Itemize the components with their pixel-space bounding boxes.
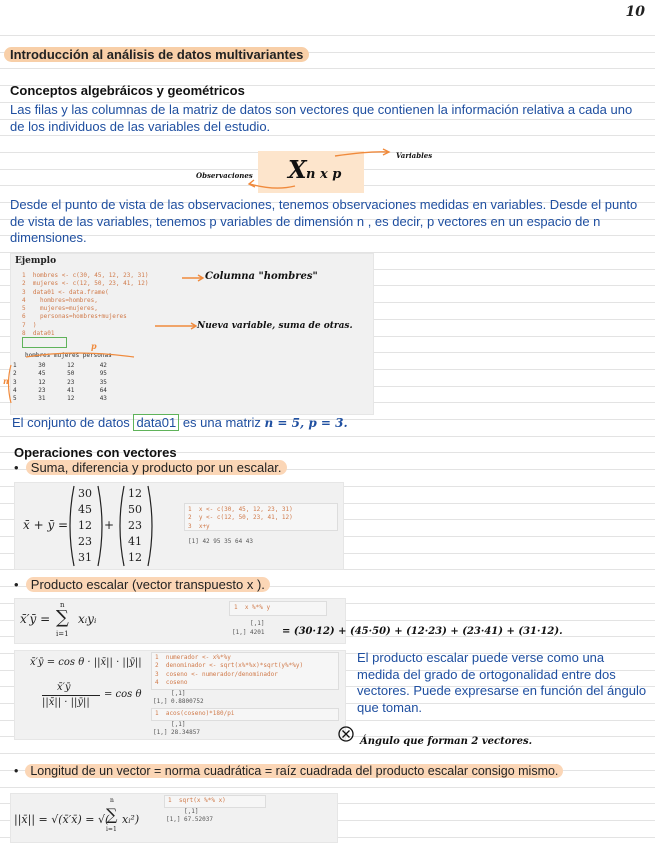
- vector-x: [76, 486, 94, 566]
- code-line: 3 coseno <- numerador/denominador: [155, 670, 278, 678]
- output-line: [,1]: [153, 721, 186, 728]
- matrix-symbol: X: [288, 155, 307, 184]
- norm-sum-bottom: i=1: [106, 826, 117, 833]
- table-header: hombres mujeres personas: [25, 352, 112, 359]
- code-line: 4 coseno: [155, 678, 188, 686]
- vector-x-entry: 30: [78, 487, 92, 500]
- bullet-sum: • Suma, diferencia y producto por un escalar.: [14, 460, 287, 475]
- rule-line: [0, 135, 655, 136]
- note-hombres-column: Columna "hombres": [205, 271, 318, 282]
- dot-sum-sign: ∑: [56, 607, 69, 628]
- output-line: [,1]: [166, 808, 199, 815]
- page-number: 10: [625, 4, 645, 20]
- arrowhead-observations: [249, 180, 255, 187]
- code-line: 3 x+y: [188, 522, 210, 530]
- table-row: 3 12 23 35: [13, 378, 107, 386]
- paren-y-left: [120, 486, 124, 566]
- code-line: 4 hombres=hombres,: [22, 296, 98, 304]
- dot-output-header: [,1]: [232, 620, 265, 627]
- table-row: 5 31 12 43: [13, 395, 107, 403]
- code-line: 5 mujeres=mujeres,: [22, 305, 98, 313]
- code-line: 1 hombres <- c(30, 45, 12, 23, 31): [22, 272, 149, 279]
- vector-y-entry: 12: [128, 551, 142, 564]
- section-heading-operations: Operaciones con vectores: [14, 445, 177, 460]
- vector-x-entry: 45: [78, 503, 92, 516]
- paren-x-left: [70, 486, 74, 566]
- dot-product-expansion: = (30·12) + (45·50) + (12·23) + (23·41) + (31·12).: [282, 626, 563, 637]
- variables-label: Variables: [396, 151, 433, 160]
- dimension-braces: [0, 347, 140, 407]
- cos-code: [155, 654, 303, 687]
- viewpoint-paragraph: Desde el punto de vista de las observaciones, tenemos observaciones medidas en variables. Desde el punto de vista de las variables, tenemos p variables de dimensión n , es decir, p vectores en un espacio de n dimensiones.: [10, 197, 638, 245]
- matrix-dimension: n x p: [306, 167, 342, 182]
- cos-fraction-bar: [42, 695, 100, 696]
- dot-lhs: x̄′ȳ =: [20, 612, 51, 626]
- dot-sum-top: n: [60, 601, 65, 609]
- vector-y-entry: 50: [128, 503, 142, 516]
- norm-lhs: ||x̄|| = √(x̄′x̄) = √(: [14, 813, 110, 826]
- section-heading-concepts: Conceptos algebráicos y geométricos: [10, 83, 245, 98]
- plus-sign: +: [104, 518, 115, 532]
- cos-explanation: El producto escalar puede verse como una medida del grado de ortogonalidad entre dos vectores. Puede expresarse en función del ángulo que toman.: [357, 650, 647, 715]
- star-mark-icon: [337, 725, 355, 743]
- vector-y-entry: 41: [128, 535, 142, 548]
- vector-x-entry: 23: [78, 535, 92, 548]
- conclusion-line: El conjunto de datos data01 es una matriz n = 5, p = 3.: [12, 415, 348, 430]
- code-line: 2 mujeres <- c(12, 50, 23, 41, 12): [22, 280, 149, 288]
- output-line: [1,] 28.34857: [153, 729, 200, 737]
- norm-sum-top: n: [110, 797, 114, 804]
- cos-equation: x̄′ȳ = cos θ · ||x̄|| · ||ȳ||: [30, 657, 142, 668]
- sum-output: [1] 42 95 35 64 43: [188, 538, 254, 545]
- note-new-variable: Nueva variable, suma de otras.: [197, 321, 353, 331]
- sum-lhs: x̄ + ȳ =: [23, 518, 69, 532]
- rule-line: [0, 35, 655, 36]
- norm-output: [166, 808, 213, 825]
- example-code: [22, 272, 148, 338]
- rule-line: [0, 753, 655, 754]
- code-line: 2 denominador <- sqrt(x%*%x)*sqrt(y%*%y): [155, 662, 304, 670]
- label-p: p: [91, 341, 97, 351]
- page-title: Introducción al análisis de datos multivariantes: [4, 47, 309, 62]
- bullet-norm: • Longitud de un vector = norma cuadrática = raíz cuadrada del producto escalar consigo mismo.: [14, 764, 563, 778]
- brace-p: [26, 353, 134, 357]
- output-line: [,1]: [153, 690, 186, 697]
- vector-y-entry: 23: [128, 519, 142, 532]
- norm-code: 1 sqrt(x %*% x): [168, 797, 226, 804]
- bullet-dot-product: • Producto escalar (vector transpuesto x ).: [14, 577, 270, 592]
- table-row: 2 45 50 95: [13, 370, 107, 378]
- output-line: [1,] 67.52037: [166, 816, 213, 824]
- label-n: n: [3, 376, 9, 386]
- code-line: 8 data01: [22, 330, 55, 338]
- rule-line: [0, 787, 655, 788]
- matrix-dimensions-note: n = 5, p = 3.: [264, 416, 348, 430]
- output-line: [1,] 0.8800752: [153, 698, 204, 706]
- diagram-arrows: [240, 146, 400, 196]
- angle-note: Ángulo que forman 2 vectores.: [360, 736, 533, 747]
- acos-code: 1 acos(coseno)*180/pi: [155, 710, 235, 717]
- vector-x-entry: 31: [78, 551, 92, 564]
- paren-x-right: [98, 486, 102, 566]
- rule-line: [0, 68, 655, 69]
- table-row: 4 23 41 64: [13, 386, 107, 394]
- table-row: 1 30 12 42: [13, 362, 107, 369]
- vector-y-entry: 12: [128, 487, 142, 500]
- acos-output: [153, 721, 200, 738]
- cos-rhs: = cos θ: [104, 689, 142, 700]
- vector-y: [126, 486, 144, 566]
- code-line: 7 ): [22, 321, 37, 329]
- cos-numerator: x̄′ȳ: [57, 682, 71, 693]
- example-heading: Ejemplo: [15, 256, 57, 266]
- arrow-to-variables: [335, 152, 388, 156]
- note-arrows: [150, 270, 210, 332]
- dot-sum-bottom: i=1: [56, 630, 69, 638]
- code-line: 6 personas=hombres+mujeres: [22, 313, 127, 321]
- dot-output-value: [1,] 4201: [232, 629, 265, 636]
- arrow-to-observations: [250, 184, 295, 188]
- code-line: 2 y <- c(12, 50, 23, 41, 12): [188, 514, 293, 522]
- intro-paragraph: Las filas y las columnas de la matriz de datos son vectores que contienen la información relativa a cada uno de los individuos de las variables del estudio.: [10, 102, 633, 134]
- norm-term: xᵢ²): [122, 813, 140, 826]
- code-line: 1 numerador <- x%*%y: [155, 654, 231, 661]
- dot-code: 1 x %*% y: [234, 604, 271, 611]
- code-line: 1 x <- c(30, 45, 12, 23, 31): [188, 506, 293, 513]
- dot-rhs: xᵢyᵢ: [78, 612, 97, 626]
- sum-code: [188, 506, 293, 531]
- cos-denominator: ||x̄|| · ||ȳ||: [42, 697, 90, 708]
- vector-x-entry: 12: [78, 519, 92, 532]
- observations-label: Observaciones: [196, 171, 253, 180]
- code-line: 3 data01 <- data.frame(: [22, 288, 109, 296]
- paren-y-right: [148, 486, 152, 566]
- norm-sum-sign: ∑: [106, 805, 118, 824]
- data01-boxed: data01: [133, 414, 179, 431]
- rule-line: [0, 436, 655, 437]
- cos-output: [153, 690, 204, 707]
